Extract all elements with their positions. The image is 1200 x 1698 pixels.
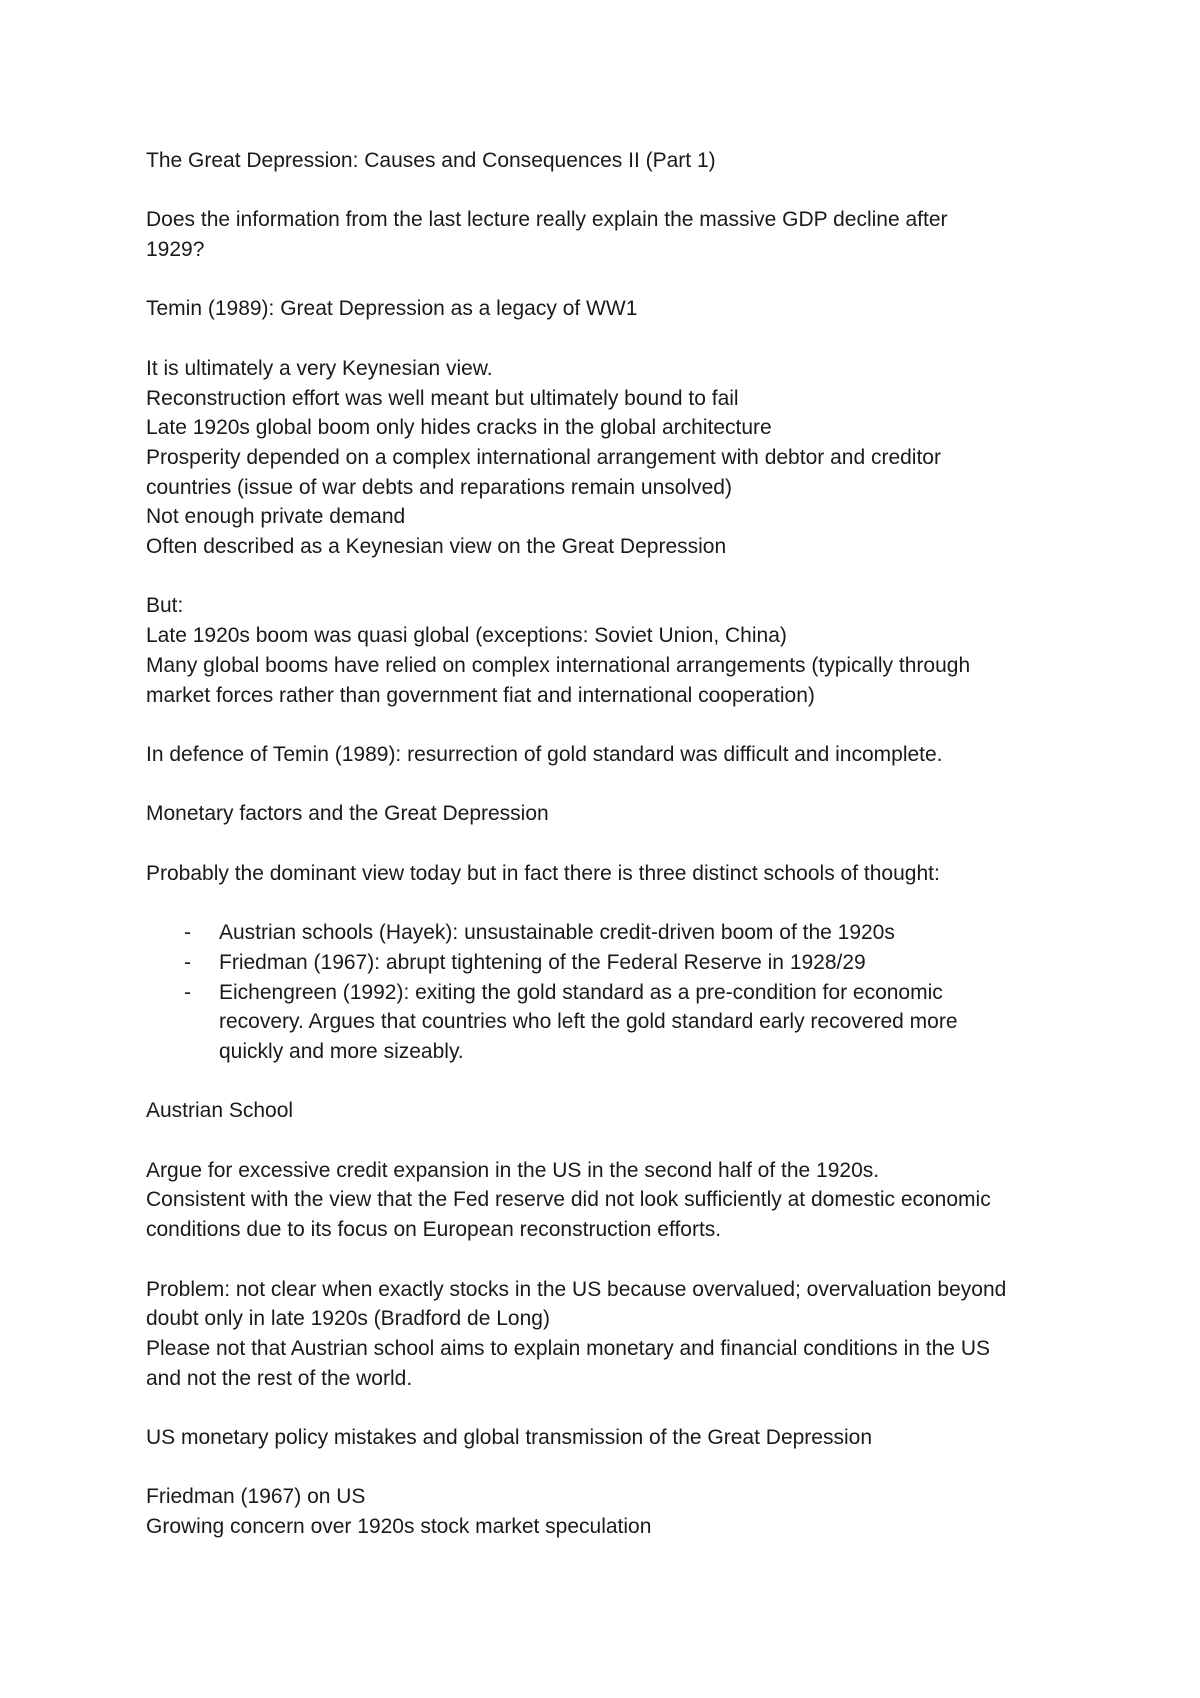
list-item-text: Austrian schools (Hayek): unsustainable credit-driven boom of the 1920s	[219, 921, 895, 945]
but-line: market forces rather than government fiat and international cooperation)	[146, 683, 815, 707]
problem-line: Problem: not clear when exactly stocks in the US because overvalued; overvaluation beyond	[146, 1277, 1007, 1301]
spacer	[146, 324, 1086, 354]
spacer	[146, 562, 1086, 592]
us-heading: US monetary policy mistakes and global transmission of the Great Depression	[146, 1426, 872, 1450]
austrian-line: Argue for excessive credit expansion in the US in the second half of the 1920s.	[146, 1158, 880, 1182]
document-body	[146, 146, 1086, 1542]
list-item	[146, 978, 1086, 1067]
austrian-line: conditions due to its focus on European reconstruction efforts.	[146, 1218, 722, 1242]
spacer	[146, 829, 1086, 859]
list-item-text: Friedman (1967): abrupt tightening of the Federal Reserve in 1928/29	[219, 950, 866, 974]
keynes-line: countries (issue of war debts and reparations remain unsolved)	[146, 475, 732, 499]
bullet-dash: -	[184, 921, 191, 945]
list-item-text: quickly and more sizeably.	[219, 1039, 464, 1063]
spacer	[146, 888, 1086, 918]
but-line: But:	[146, 594, 184, 618]
spacer	[146, 265, 1086, 295]
spacer	[146, 1453, 1086, 1483]
keynes-line: It is ultimately a very Keynesian view.	[146, 356, 493, 380]
friedman-line: Friedman (1967) on US	[146, 1485, 366, 1509]
austrian-heading: Austrian School	[146, 1099, 294, 1123]
spacer	[146, 1245, 1086, 1275]
question-line: Does the information from the last lecture really explain the massive GDP decline after	[146, 208, 948, 232]
list-item-text: recovery. Argues that countries who left the gold standard early recovered more	[219, 1010, 958, 1034]
keynes-line: Prosperity depended on a complex international arrangement with debtor and creditor	[146, 445, 941, 469]
spacer	[146, 1067, 1086, 1097]
spacer	[146, 176, 1086, 206]
spacer	[146, 1393, 1086, 1423]
list-item	[146, 948, 1086, 978]
keynes-line: Reconstruction effort was well meant but ultimately bound to fail	[146, 386, 739, 410]
defence-line: In defence of Temin (1989): resurrection of gold standard was difficult and incomplete.	[146, 742, 943, 766]
list-item-text: Eichengreen (1992): exiting the gold standard as a pre-condition for economic	[219, 980, 943, 1004]
bullet-dash: -	[184, 950, 191, 974]
schools-list	[146, 918, 1086, 1067]
spacer	[146, 710, 1086, 740]
problem-line: doubt only in late 1920s (Bradford de Long)	[146, 1307, 550, 1331]
but-line: Many global booms have relied on complex international arrangements (typically through	[146, 653, 971, 677]
monetary-heading: Monetary factors and the Great Depression	[146, 802, 549, 826]
keynes-line: Not enough private demand	[146, 505, 406, 529]
spacer	[146, 770, 1086, 800]
austrian-line: Consistent with the view that the Fed reserve did not look sufficiently at domestic economic	[146, 1188, 991, 1212]
schools-intro: Probably the dominant view today but in fact there is three distinct schools of thought:	[146, 861, 940, 885]
but-line: Late 1920s boom was quasi global (exceptions: Soviet Union, China)	[146, 624, 787, 648]
question-line: 1929?	[146, 238, 205, 262]
bullet-dash: -	[184, 980, 191, 1004]
keynes-line: Late 1920s global boom only hides cracks in the global architecture	[146, 416, 772, 440]
problem-line: Please not that Austrian school aims to explain monetary and financial conditions in the US	[146, 1336, 990, 1360]
friedman-line: Growing concern over 1920s stock market speculation	[146, 1515, 652, 1539]
list-item	[146, 918, 1086, 948]
spacer	[146, 1126, 1086, 1156]
temin-heading: Temin (1989): Great Depression as a legacy of WW1	[146, 297, 638, 321]
document-title: The Great Depression: Causes and Consequences II (Part 1)	[146, 149, 716, 172]
keynes-line: Often described as a Keynesian view on the Great Depression	[146, 535, 727, 559]
problem-line: and not the rest of the world.	[146, 1366, 413, 1390]
